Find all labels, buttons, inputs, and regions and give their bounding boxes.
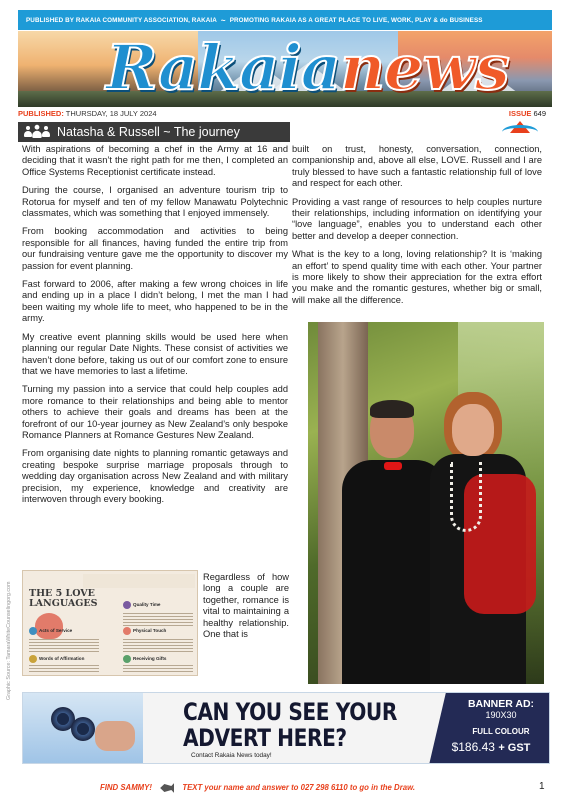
infographic-item-text xyxy=(123,665,193,673)
article-column-right xyxy=(292,144,542,313)
woman-figure xyxy=(424,394,542,684)
paragraph: built on trust, honesty, conversation, connection, companionship and, above all else, LOVE. Russell and I are truly blessed to have such a fantastic relationship full of love and respect for each other. xyxy=(292,144,542,189)
banner-colour: FULL COLOUR xyxy=(472,727,530,736)
infographic-item: Receiving Gifts xyxy=(123,655,166,663)
find-sammy: FIND SAMMY! xyxy=(100,783,152,793)
paragraph: Fast forward to 2006, after making a few wrong choices in life and ending up in a place I didn’t belong, I met the man I had been waiting my whole life to meet, who happened to be in the army. xyxy=(22,279,288,324)
published-label: PUBLISHED: xyxy=(18,109,64,118)
infographic-item-text xyxy=(123,639,193,653)
infographic-title xyxy=(29,589,97,609)
person-icon xyxy=(24,126,32,138)
banner-gst: + GST xyxy=(498,742,531,754)
paragraph: Providing a vast range of resources to help couples nurture their relationships, including information on identifying your “love language”, enables you to understand each other better and develop a deeper connection. xyxy=(292,196,542,241)
hand-shape xyxy=(95,721,135,751)
infographic-item-text xyxy=(29,665,99,673)
footer-competition xyxy=(100,783,520,793)
article-heading-bar xyxy=(18,122,290,142)
logo-swoosh xyxy=(502,125,538,139)
separator: ~ xyxy=(220,15,226,25)
infographic-title-line2: LANGUAGES xyxy=(29,598,98,609)
infographic-title-line1: THE 5 LOVE xyxy=(29,588,95,599)
rakaia-logo-icon xyxy=(502,119,538,145)
article-title: Natasha & Russell ~ The journey xyxy=(57,125,240,139)
couple-photo xyxy=(308,322,544,684)
paragraph: My creative event planning skills would be used here when planning our regular Date Nights. These consist of activities we haven’t done before, taking us out of our comfort zone to ensure that we have memories to last a lifetime. xyxy=(22,331,288,376)
bow-tie xyxy=(384,462,402,470)
paragraph: During the course, I organised an adventure tourism trip to Rotorua for myself and ten of my fellow Manawatu Polytechnic classmates, which was something that I enjoyed immensely. xyxy=(22,185,288,219)
banner-headline xyxy=(183,699,397,751)
binoculars-icon xyxy=(51,703,137,753)
infographic-item: Words of Affirmation xyxy=(29,655,84,663)
paragraph: Turning my passion into a service that could help couples add more romance to their relationships and being able to mentor others to achieve their goals and dreams has been at the forefront of our 10-year journey as New Zealand’s only bespoke Romance Planners at Romance Gestures New Zealand. xyxy=(22,384,288,440)
woman-head xyxy=(452,404,494,456)
masthead-title-rakaia: Rakaia xyxy=(106,31,340,104)
masthead-title-news: news xyxy=(339,31,509,104)
heart-icon xyxy=(35,613,63,639)
infographic-item: Physical Touch xyxy=(123,627,166,635)
masthead-banner xyxy=(18,31,552,107)
tagline: PROMOTING RAKAIA AS A GREAT PLACE TO LIVE, WORK, PLAY & do BUSINESS xyxy=(229,16,483,24)
infographic-item: Acts of Service xyxy=(29,627,72,635)
article-column-left xyxy=(22,144,288,512)
dateline xyxy=(18,109,552,121)
competition-text: TEXT your name and answer to 027 298 6110 to go in the Draw. xyxy=(182,783,416,793)
love-languages-infographic xyxy=(22,570,198,676)
paragraph: From booking accommodation and activities to being responsible for all finances, having funded the entire trip from our fundraising venture gave me the opportunity to discover my passion for event planning. xyxy=(22,226,288,271)
infographic-intro-text xyxy=(83,574,195,588)
paragraph: What is the key to a long, loving relationship? It is ‘making an effort’ to spend quality time with each other. Your partner is more likely to show their appreciation for the extra effort you make and the romantic gestures, whether big or small, will make all the difference. xyxy=(292,249,542,305)
banner-contact: Contact Rakaia News today! xyxy=(191,752,272,759)
infographic-item: Quality Time xyxy=(123,601,161,609)
inset-paragraph: Regardless of how long a couple are together, romance is vital to maintaining a healthy relationship. One that is xyxy=(203,572,289,640)
graphic-credit: Graphic Source: TamaraWhiteCounselingorg.com xyxy=(6,581,12,700)
published-by: PUBLISHED BY RAKAIA COMMUNITY ASSOCIATION, RAKAIA xyxy=(26,16,217,24)
masthead-title xyxy=(106,33,509,103)
binocular-lens xyxy=(71,717,95,741)
paragraph: With aspirations of becoming a chef in the Army at 16 and deciding that it wasn’t the right path for me then, I completed an Office Systems Receptionist certificate instead. xyxy=(22,144,288,177)
service-icon xyxy=(29,627,37,635)
issue-label: ISSUE xyxy=(508,109,532,118)
banner-headline-line2: ADVERT HERE? xyxy=(183,724,347,752)
clock-icon xyxy=(123,601,131,609)
person-icon xyxy=(42,126,50,138)
person-icon xyxy=(32,125,42,139)
issue-number: 649 xyxy=(533,109,546,118)
banner-size: 190X30 xyxy=(485,710,517,720)
page-number: 1 xyxy=(539,781,545,792)
speech-icon xyxy=(29,655,37,663)
gift-icon xyxy=(123,655,131,663)
banner-headline-line1: CAN YOU SEE YOUR xyxy=(183,698,397,726)
people-icon xyxy=(24,126,51,138)
man-hair xyxy=(370,400,414,418)
banner-label: BANNER AD: xyxy=(467,698,535,710)
banner-price-value: $186.43 xyxy=(451,740,495,754)
banner-advert[interactable] xyxy=(22,692,550,764)
infographic-item-text xyxy=(29,639,99,653)
paragraph: From organising date nights to planning romantic getaways and creating bespoke surprise marriage proposals through to wedding day organisation across New Zealand and with military precision, my experience, knowledge and creativity are interwoven through every booking. xyxy=(22,448,288,504)
published-date: THURSDAY, 18 JULY 2024 xyxy=(65,109,157,118)
infographic-item-text xyxy=(123,613,193,627)
pearl-necklace xyxy=(450,462,482,532)
touch-icon xyxy=(123,627,131,635)
banner-ad-label xyxy=(463,699,539,721)
publisher-strip xyxy=(18,10,552,30)
banner-price xyxy=(445,740,537,754)
issue-info xyxy=(509,109,546,118)
fish-icon xyxy=(160,783,174,793)
